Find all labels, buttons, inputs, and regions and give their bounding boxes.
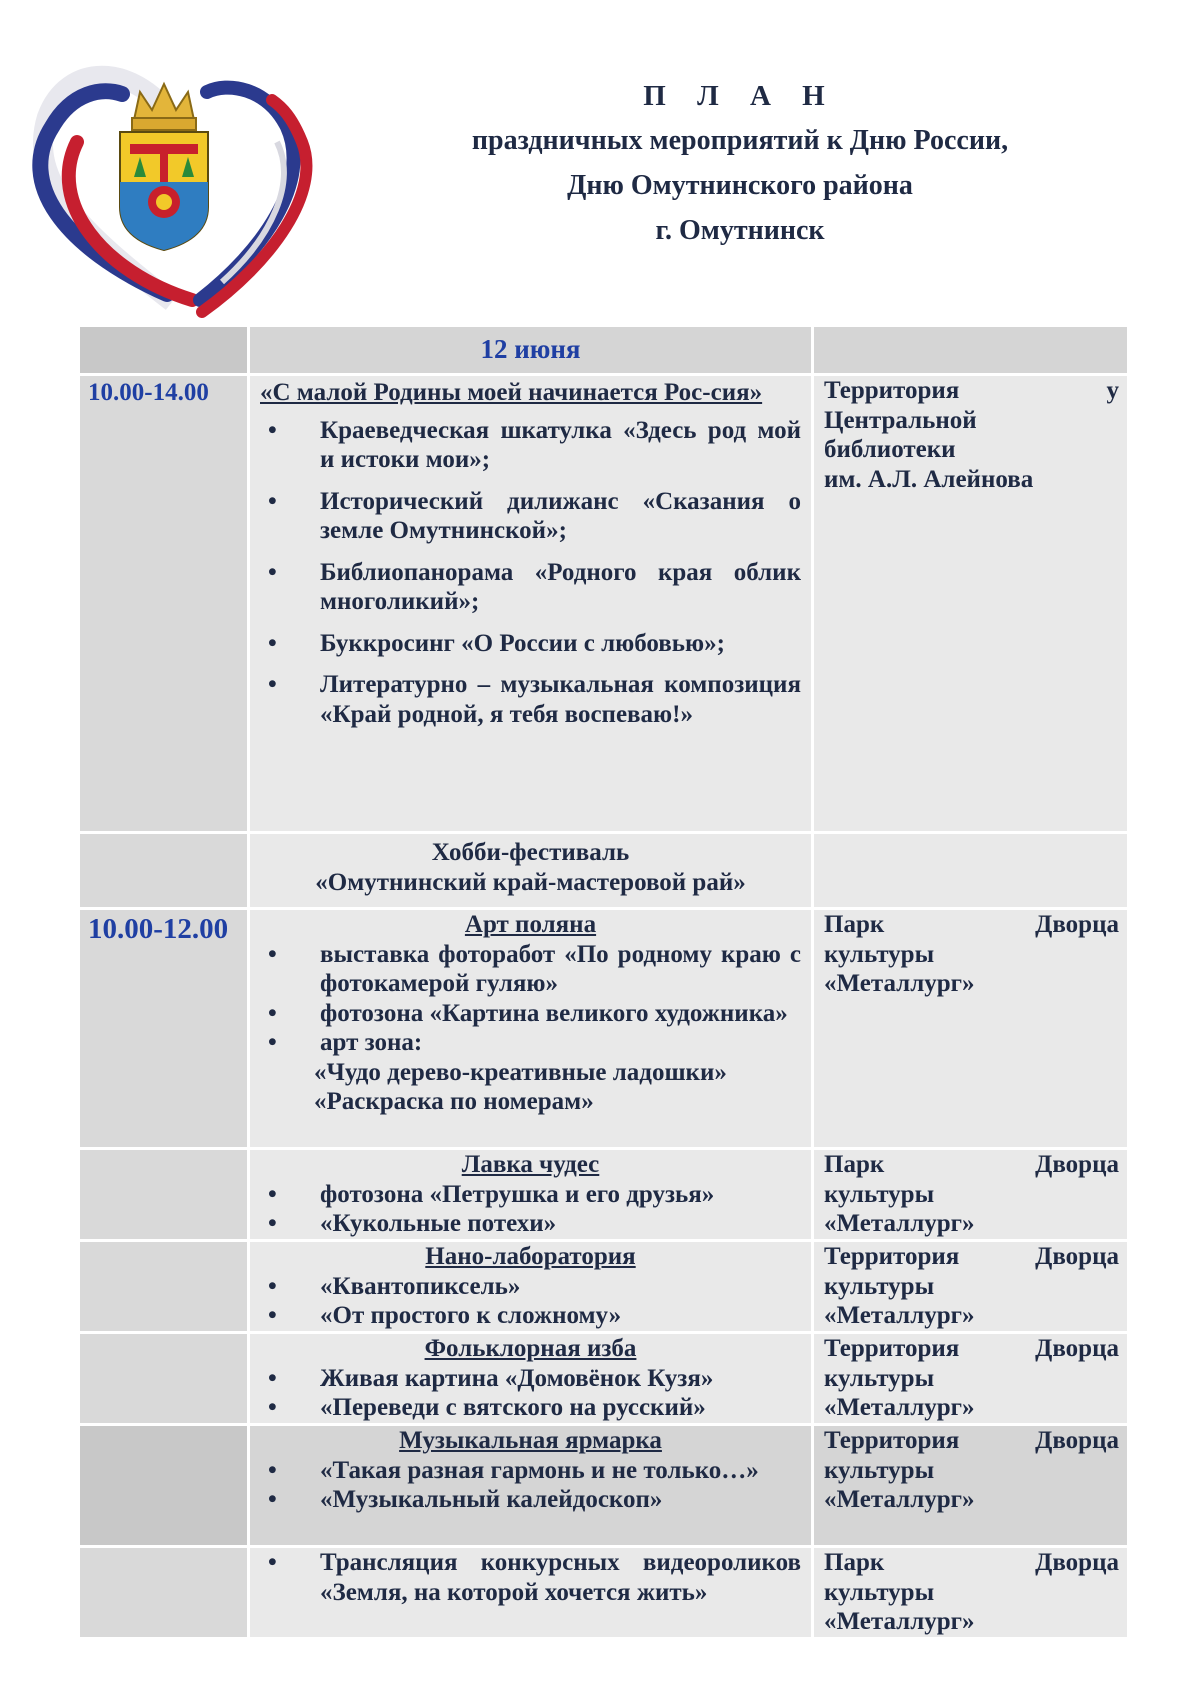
place-word: Территория (824, 1243, 960, 1270)
place-line: культуры (824, 1364, 935, 1392)
list-item: • Буккросинг «О России с любовью»; (260, 629, 801, 659)
place-line: «Металлург» (824, 1210, 975, 1237)
time-cell: 10.00-12.00 (79, 909, 249, 1149)
place-line (824, 1334, 1119, 1364)
activity-cell (249, 1425, 813, 1547)
place-line: библиотеки (824, 436, 956, 463)
title-line-1: праздничных мероприятий к Дню России, (471, 125, 1009, 156)
list-item: • арт зона: (260, 1028, 801, 1058)
place-line: им. А.Л. Алейнова (824, 465, 1034, 493)
activity-list (260, 1364, 801, 1423)
event-title: Музыкальная ярмарка (399, 1427, 662, 1454)
activity-list (260, 1456, 801, 1515)
place-line: культуры (824, 1456, 935, 1484)
list-item: • «Такая разная гармонь и не только…» (260, 1456, 801, 1486)
list-item: • «Музыкальный калейдоскоп» (260, 1485, 801, 1515)
table-row (79, 375, 1129, 833)
list-item: • Живая картина «Домовёнок Кузя» (260, 1364, 801, 1394)
activity-cell (249, 909, 813, 1149)
place-word: Территория (824, 1335, 960, 1362)
sub-item: «Чудо дерево-креативные ладошки» (314, 1058, 727, 1086)
place-word: Территория (824, 1427, 960, 1454)
time-cell: 10.00-14.00 (79, 375, 249, 833)
event-title: Фольклорная изба (424, 1335, 637, 1362)
table-row (79, 1333, 1129, 1425)
plan-title: П Л А Н (643, 80, 837, 112)
table-row (79, 1241, 1129, 1333)
place-line: «Металлург» (824, 1608, 975, 1635)
festival-time-cell (79, 833, 249, 909)
place-word: Дворца (1035, 911, 1119, 938)
place-line (824, 1242, 1119, 1272)
place-line (824, 1426, 1119, 1456)
place-word: Территория (824, 377, 960, 404)
place-line (824, 1150, 1119, 1180)
place-word: Дворца (1035, 1549, 1119, 1576)
sub-item: «Раскраска по номерам» (314, 1088, 594, 1115)
activity-cell (249, 1547, 813, 1639)
district-heart-logo (22, 32, 322, 322)
event-title: Нано-лаборатория (425, 1243, 636, 1270)
activity-list (260, 940, 801, 1058)
festival-line-2: «Омутнинский край-мастеровой рай» (315, 868, 746, 896)
list-item: • фотозона «Петрушка и его друзья» (260, 1180, 801, 1210)
events-table (77, 324, 1130, 1640)
list-item: • выставка фоторабот «По родному краю с фотокамерой гуляю» (260, 940, 801, 999)
activity-list (260, 1180, 801, 1239)
activity-cell (249, 1333, 813, 1425)
title-line-2: Дню Омутнинского района (567, 170, 913, 201)
event-title: «С малой Родины моей начинается Рос-сия» (260, 379, 763, 406)
place-word: Дворца (1035, 1151, 1119, 1178)
event-title: Арт поляна (464, 911, 597, 938)
time-cell (79, 1241, 249, 1333)
place-line: «Металлург» (824, 1486, 975, 1513)
place-line (824, 1548, 1119, 1578)
date-row-time-cell (79, 326, 249, 375)
place-word: Парк (824, 1151, 885, 1178)
place-line: культуры (824, 940, 935, 968)
activity-cell (249, 1241, 813, 1333)
place-cell (813, 1333, 1129, 1425)
time-cell (79, 1333, 249, 1425)
place-cell (813, 1149, 1129, 1241)
list-item: • Библиопанорама «Родного края облик многоликий»; (260, 558, 801, 617)
place-line (824, 376, 1119, 406)
place-word: Дворца (1035, 1335, 1119, 1362)
place-line: культуры (824, 1272, 935, 1300)
table-row (79, 1149, 1129, 1241)
place-word: у (1106, 377, 1119, 404)
place-line: Центральной (824, 406, 977, 434)
activity-list (260, 1548, 801, 1607)
list-item: • фотозона «Картина великого художника» (260, 999, 801, 1029)
table-row (79, 1425, 1129, 1547)
title-line-3: г. Омутнинск (655, 215, 825, 246)
time-cell (79, 1547, 249, 1639)
place-cell (813, 1547, 1129, 1639)
time-cell (79, 1149, 249, 1241)
list-item: • «Квантопиксель» (260, 1272, 801, 1302)
place-line: культуры (824, 1578, 935, 1606)
festival-title-cell (249, 833, 813, 909)
list-item: • Литературно – музыкальная композиция «Край родной, я тебя воспеваю!» (260, 670, 801, 729)
place-word: Парк (824, 1549, 885, 1576)
place-cell (813, 375, 1129, 833)
place-line: культуры (824, 1180, 935, 1208)
date-row (79, 326, 1129, 375)
date-cell: 12 июня (249, 326, 813, 375)
festival-line-1: Хобби-фестиваль (431, 839, 630, 866)
event-title: Лавка чудес (461, 1151, 600, 1178)
time-cell (79, 1425, 249, 1547)
table-row (79, 909, 1129, 1149)
place-line: «Металлург» (824, 970, 975, 997)
list-item: • Трансляция конкурсных видеороликов «Земля, на которой хочется жить» (260, 1548, 801, 1607)
activity-list (260, 416, 801, 730)
date-row-place-cell (813, 326, 1129, 375)
list-item: • «От простого к сложному» (260, 1301, 801, 1331)
place-cell (813, 1425, 1129, 1547)
document-title-block (420, 74, 1060, 253)
activity-list (260, 1272, 801, 1331)
coat-of-arms-shield (120, 132, 208, 250)
activity-cell (249, 1149, 813, 1241)
place-line: «Металлург» (824, 1394, 975, 1421)
list-item: • «Переведи с вятского на русский» (260, 1393, 801, 1423)
place-word: Дворца (1035, 1427, 1119, 1454)
list-item: • «Кукольные потехи» (260, 1209, 801, 1239)
table-row (79, 1547, 1129, 1639)
place-cell (813, 909, 1129, 1149)
place-word: Дворца (1035, 1243, 1119, 1270)
festival-place-cell (813, 833, 1129, 909)
place-line: «Металлург» (824, 1302, 975, 1329)
place-cell (813, 1241, 1129, 1333)
festival-row (79, 833, 1129, 909)
place-word: Парк (824, 911, 885, 938)
activity-cell (249, 375, 813, 833)
list-item: • Краеведческая шкатулка «Здесь род мой и истоки мои»; (260, 416, 801, 475)
list-item: • Исторический дилижанс «Сказания о земле Омутнинской»; (260, 487, 801, 546)
place-line (824, 910, 1119, 940)
